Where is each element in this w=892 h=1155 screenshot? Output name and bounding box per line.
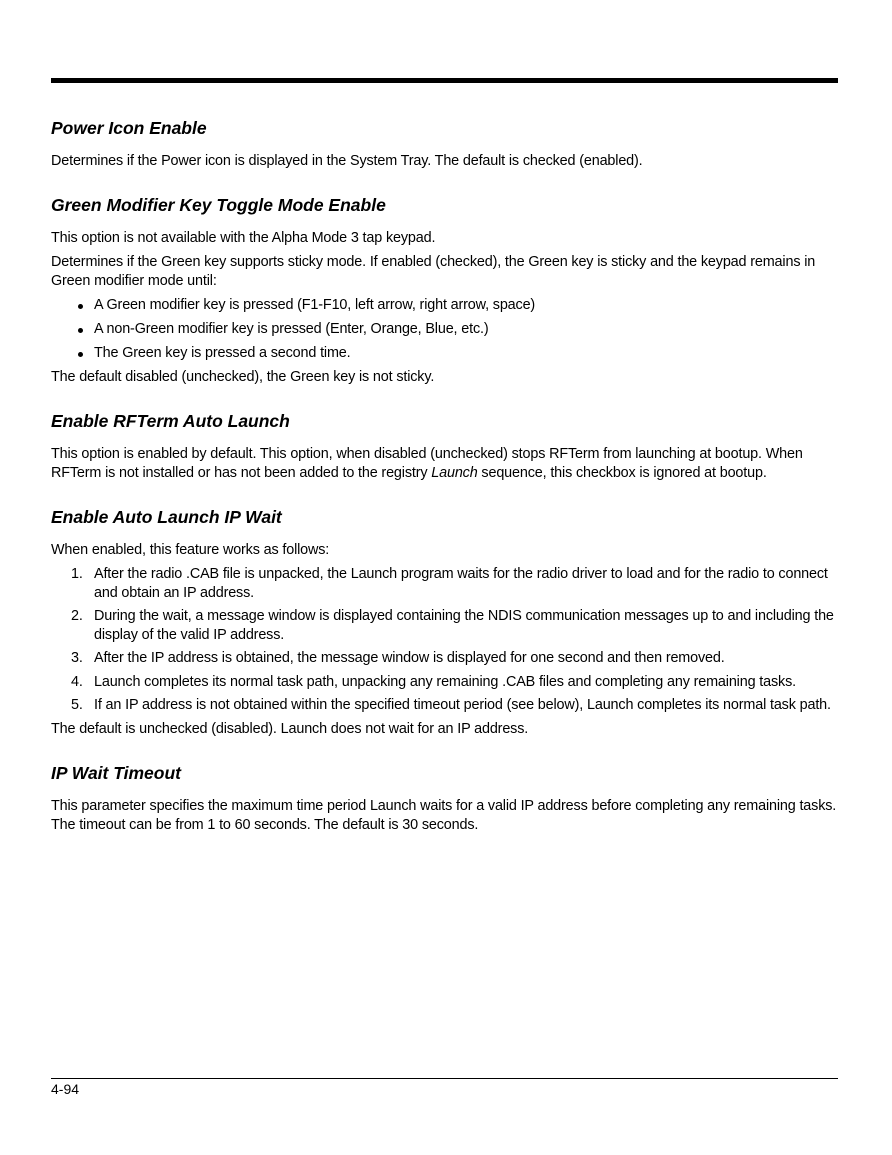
heading-green-modifier-toggle: Green Modifier Key Toggle Mode Enable xyxy=(51,195,386,215)
power-icon-description: Determines if the Power icon is displayed in the System Tray. The default is checked (enabled). xyxy=(51,153,643,169)
rfterm-description xyxy=(51,445,838,483)
rfterm-text-part1: This option is enabled by default. This option, when disabled (unchecked) stops RFTerm from launching at bootup. When RFTerm is not installed or has not been added to the registry xyxy=(51,446,803,481)
green-modifier-availability: This option is not available with the Alpha Mode 3 tap keypad. xyxy=(51,230,436,246)
list-item xyxy=(51,607,838,644)
heading-ip-wait-timeout: IP Wait Timeout xyxy=(51,762,181,783)
list-item-text: The Green key is pressed a second time. xyxy=(94,345,351,361)
list-item xyxy=(51,673,838,692)
ip-wait-intro: When enabled, this feature works as follows: xyxy=(51,542,330,558)
page-number: 4-94 xyxy=(51,1081,80,1097)
header-rule xyxy=(51,78,838,83)
list-item xyxy=(51,649,838,668)
list-item xyxy=(51,565,838,602)
list-item xyxy=(51,344,838,363)
step-text: During the wait, a message window is displayed containing the NDIS communication messages up to and including the display of the valid IP address. xyxy=(94,608,834,643)
bullet-icon xyxy=(78,328,83,333)
list-item xyxy=(51,696,838,715)
step-text: After the radio .CAB file is unpacked, the Launch program waits for the radio driver to load and for the radio to connect and obtain an IP address. xyxy=(94,566,828,601)
list-item-text: A Green modifier key is pressed (F1-F10, left arrow, right arrow, space) xyxy=(94,297,536,313)
step-number: 1. xyxy=(71,566,83,582)
bullet-icon xyxy=(78,304,83,309)
step-text: After the IP address is obtained, the message window is displayed for one second and then removed. xyxy=(94,650,725,666)
ip-wait-default: The default is unchecked (disabled). Launch does not wait for an IP address. xyxy=(51,720,529,737)
ip-timeout-description: This parameter specifies the maximum time period Launch waits for a valid IP address before completing any remaining tasks. The timeout can be from 1 to 60 seconds. The default is 30 seconds. xyxy=(51,797,837,833)
green-modifier-default: The default disabled (unchecked), the Green key is not sticky. xyxy=(51,369,435,385)
list-item-text: A non-Green modifier key is pressed (Enter, Orange, Blue, etc.) xyxy=(94,321,489,337)
document-body xyxy=(51,117,838,835)
step-number: 3. xyxy=(71,650,83,666)
rfterm-text-part2: sequence, this checkbox is ignored at bootup. xyxy=(477,465,767,481)
heading-rfterm-auto-launch: Enable RFTerm Auto Launch xyxy=(51,411,290,431)
step-number: 5. xyxy=(71,697,83,713)
bullet-icon xyxy=(78,352,83,357)
list-item xyxy=(51,320,838,339)
heading-power-icon-enable: Power Icon Enable xyxy=(51,118,207,138)
step-number: 4. xyxy=(71,673,83,690)
list-item xyxy=(51,296,838,315)
heading-auto-launch-ip-wait: Enable Auto Launch IP Wait xyxy=(51,507,282,527)
rfterm-launch-emphasis: Launch xyxy=(431,465,478,481)
green-modifier-conditions-list xyxy=(51,296,838,363)
footer-rule xyxy=(51,1078,838,1079)
step-text: If an IP address is not obtained within the specified timeout period (see below), Launch completes its normal task path. xyxy=(94,697,831,713)
green-modifier-description: Determines if the Green key supports sticky mode. If enabled (checked), the Green key is sticky and the keypad remains in Green modifier mode until: xyxy=(51,254,816,289)
step-number: 2. xyxy=(71,608,83,624)
step-text: Launch completes its normal task path, unpacking any remaining .CAB files and completing any remaining tasks. xyxy=(94,673,796,690)
ip-wait-steps-list xyxy=(51,565,838,715)
